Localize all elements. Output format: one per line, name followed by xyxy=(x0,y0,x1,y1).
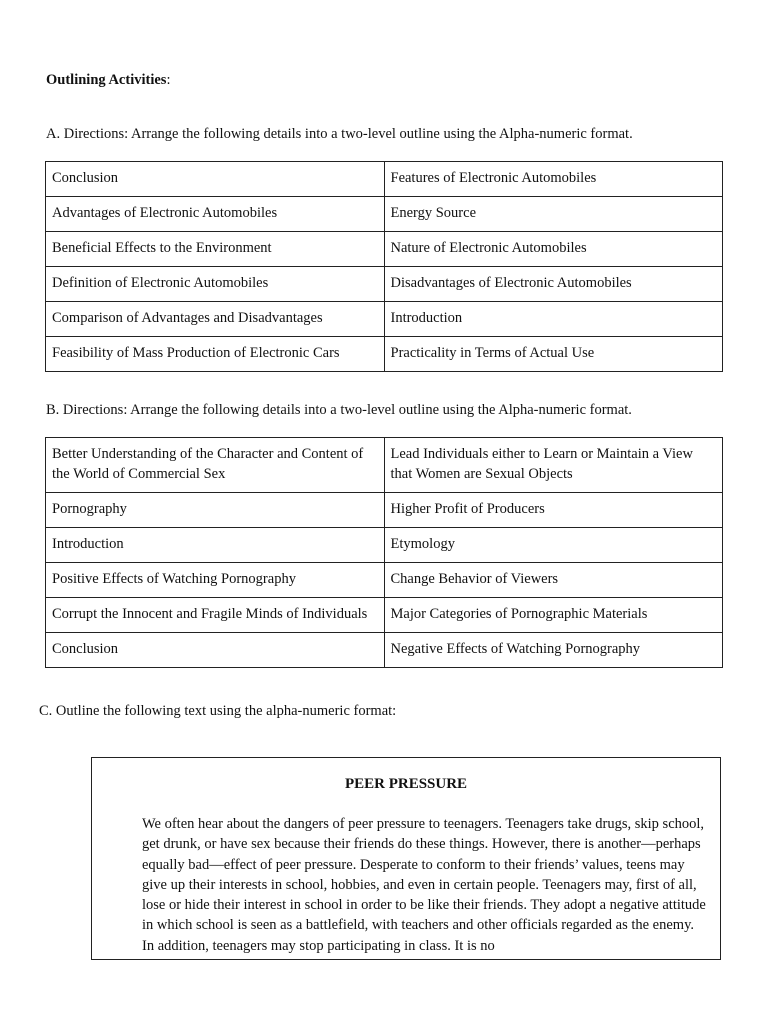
section-a-directions: A. Directions: Arrange the following details into a two-level outline using the Alpha-numeric format. xyxy=(46,126,633,142)
table-row xyxy=(46,337,723,372)
table-row xyxy=(46,302,723,337)
table-row xyxy=(46,493,723,528)
table-cell: Energy Source xyxy=(384,197,723,232)
section-b-table xyxy=(45,437,723,668)
table-cell: Lead Individuals either to Learn or Maintain a View that Women are Sexual Objects xyxy=(384,438,723,493)
table-row xyxy=(46,528,723,563)
table-cell: Pornography xyxy=(46,493,385,528)
heading-colon: : xyxy=(166,72,171,88)
page-heading xyxy=(46,72,170,89)
table-row xyxy=(46,633,723,668)
peer-pressure-textbox xyxy=(91,757,721,960)
table-cell: Corrupt the Innocent and Fragile Minds of Individuals xyxy=(46,598,385,633)
table-cell: Etymology xyxy=(384,528,723,563)
table-cell: Feasibility of Mass Production of Electronic Cars xyxy=(46,337,385,372)
table-cell: Negative Effects of Watching Pornography xyxy=(384,633,723,668)
table-cell: Change Behavior of Viewers xyxy=(384,563,723,598)
table-cell: Conclusion xyxy=(46,633,385,668)
table-cell: Disadvantages of Electronic Automobiles xyxy=(384,267,723,302)
section-a-table xyxy=(45,161,723,372)
table-cell: Better Understanding of the Character and Content of the World of Commercial Sex xyxy=(46,438,385,493)
table-cell: Beneficial Effects to the Environment xyxy=(46,232,385,267)
table-cell: Major Categories of Pornographic Materials xyxy=(384,598,723,633)
table-row xyxy=(46,267,723,302)
table-row xyxy=(46,197,723,232)
section-c-directions: C. Outline the following text using the alpha-numeric format: xyxy=(39,703,397,719)
table-cell: Positive Effects of Watching Pornography xyxy=(46,563,385,598)
table-row xyxy=(46,438,723,493)
table-row xyxy=(46,162,723,197)
table-cell: Introduction xyxy=(46,528,385,563)
table-cell: Introduction xyxy=(384,302,723,337)
heading-label: Outlining Activities xyxy=(46,72,167,88)
textbox-title: PEER PRESSURE xyxy=(344,776,468,792)
textbox-paragraph: We often hear about the dangers of peer pressure to teenagers. Teenagers take drugs, skip school, get drunk, or have sex because their friends do these things. However, there is another—perhaps equally bad—effect of peer pressure. Desperate to conform to their friends’ values, teens may give up their interests in school, hobbies, and even in certain people. Teenagers may, first of all, lose or hide their interest in school in order to be like their friends. They adopt a negative attitude in which school is seen as a battlefield, with teachers and other officials regarded as the enemy. In addition, teenagers may stop participating in class. It is no xyxy=(142,816,706,954)
table-row xyxy=(46,598,723,633)
table-cell: Conclusion xyxy=(46,162,385,197)
table-cell: Comparison of Advantages and Disadvantages xyxy=(46,302,385,337)
table-cell: Practicality in Terms of Actual Use xyxy=(384,337,723,372)
section-b-directions: B. Directions: Arrange the following details into a two-level outline using the Alpha-numeric format. xyxy=(46,402,632,418)
table-cell: Features of Electronic Automobiles xyxy=(384,162,723,197)
table-cell: Higher Profit of Producers xyxy=(384,493,723,528)
table-cell: Nature of Electronic Automobiles xyxy=(384,232,723,267)
table-cell: Advantages of Electronic Automobiles xyxy=(46,197,385,232)
table-row xyxy=(46,232,723,267)
table-cell: Definition of Electronic Automobiles xyxy=(46,267,385,302)
table-row xyxy=(46,563,723,598)
